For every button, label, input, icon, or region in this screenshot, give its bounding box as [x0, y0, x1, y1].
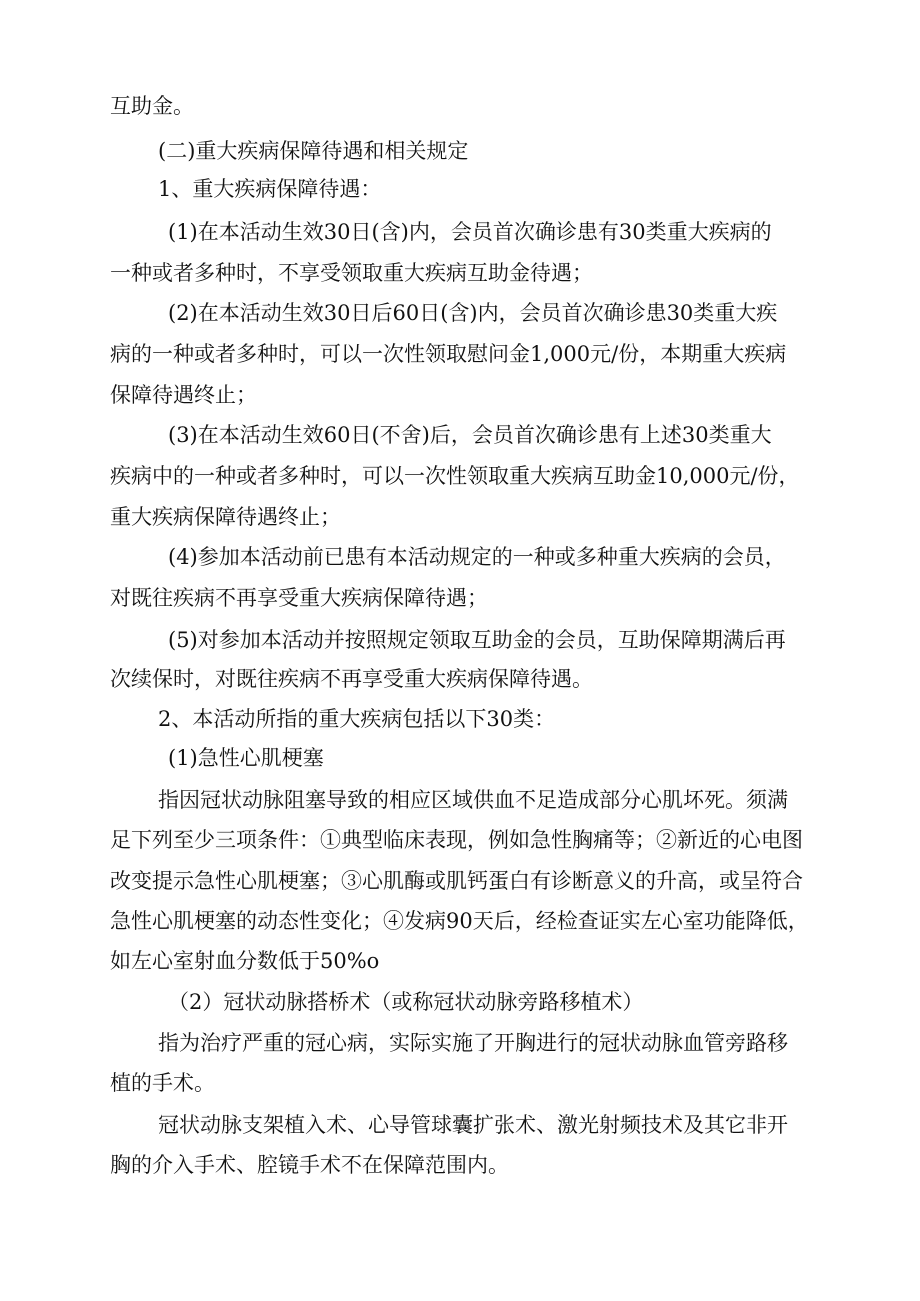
item-1-desc-line-2: 足下列至少三项条件：①典型临床表现，例如急性胸痛等；②新近的心电图 [110, 828, 803, 852]
section-heading-critical-illness: (二)重大疾病保障待遇和相关规定 [158, 139, 469, 163]
subheading-illness-list: 2、本活动所指的重大疾病包括以下30类： [158, 707, 556, 731]
clause-1-line-2: 一种或者多种时，不享受领取重大疾病互助金待遇； [110, 261, 593, 285]
clause-2-line-1: (2)在本活动生效30日后60日(含)内，会员首次确诊患30类重大疾 [168, 301, 778, 325]
item-1-desc-line-1: 指因冠状动脉阻塞导致的相应区域供血不足造成部分心肌坏死。须满 [158, 788, 788, 812]
item-2-title: （2）冠状动脉搭桥术（或称冠状动脉旁路移植术） [168, 990, 644, 1014]
text-line-hu-zhu-jin: 互助金。 [110, 94, 194, 118]
item-2-exclusion-line-2: 胸的介入手术、腔镜手术不在保障范围内。 [110, 1153, 509, 1177]
item-1-desc-line-4: 急性心肌梗塞的动态性变化；④发病90天后，经检查证实左心室功能降低， [110, 909, 809, 933]
item-1-desc-line-5: 如左心室射血分数低于50%o [110, 949, 380, 973]
clause-5-line-2: 次续保时，对既往疾病不再享受重大疾病保障待遇。 [110, 667, 593, 691]
clause-4-line-1: (4)参加本活动前已患有本活动规定的一种或多种重大疾病的会员， [168, 545, 786, 569]
clause-3-line-1: (3)在本活动生效60日(不舍)后，会员首次确诊患有上述30类重大 [168, 423, 772, 447]
clause-5-line-1: (5)对参加本活动并按照规定领取互助金的会员，互助保障期满后再 [168, 628, 786, 652]
clause-2-line-2: 病的一种或者多种时，可以一次性领取慰问金1,000元/份，本期重大疾病 [110, 342, 787, 366]
item-1-desc-line-3: 改变提示急性心肌梗塞；③心肌酶或肌钙蛋白有诊断意义的升高，或呈符合 [110, 869, 803, 893]
item-2-desc-line-2: 植的手术。 [110, 1071, 215, 1095]
clause-3-line-2: 疾病中的一种或者多种时，可以一次性领取重大疾病互助金10,000元/份， [110, 464, 800, 488]
clause-1-line-1: (1)在本活动生效30日(含)内，会员首次确诊患有30类重大疾病的 [168, 220, 772, 244]
clause-4-line-2: 对既往疾病不再享受重大疾病保障待遇； [110, 586, 488, 610]
item-2-exclusion-line-1: 冠状动脉支架植入术、心导管球囊扩张术、激光射频技术及其它非开 [158, 1113, 788, 1137]
subheading-benefits: 1、重大疾病保障待遇： [158, 177, 382, 201]
clause-3-line-3: 重大疾病保障待遇终止； [110, 505, 341, 529]
item-2-desc-line-1: 指为治疗严重的冠心病，实际实施了开胸进行的冠状动脉血管旁路移 [158, 1031, 788, 1055]
clause-2-line-3: 保障待遇终止； [110, 383, 257, 407]
item-1-title: (1)急性心肌梗塞 [168, 746, 324, 770]
